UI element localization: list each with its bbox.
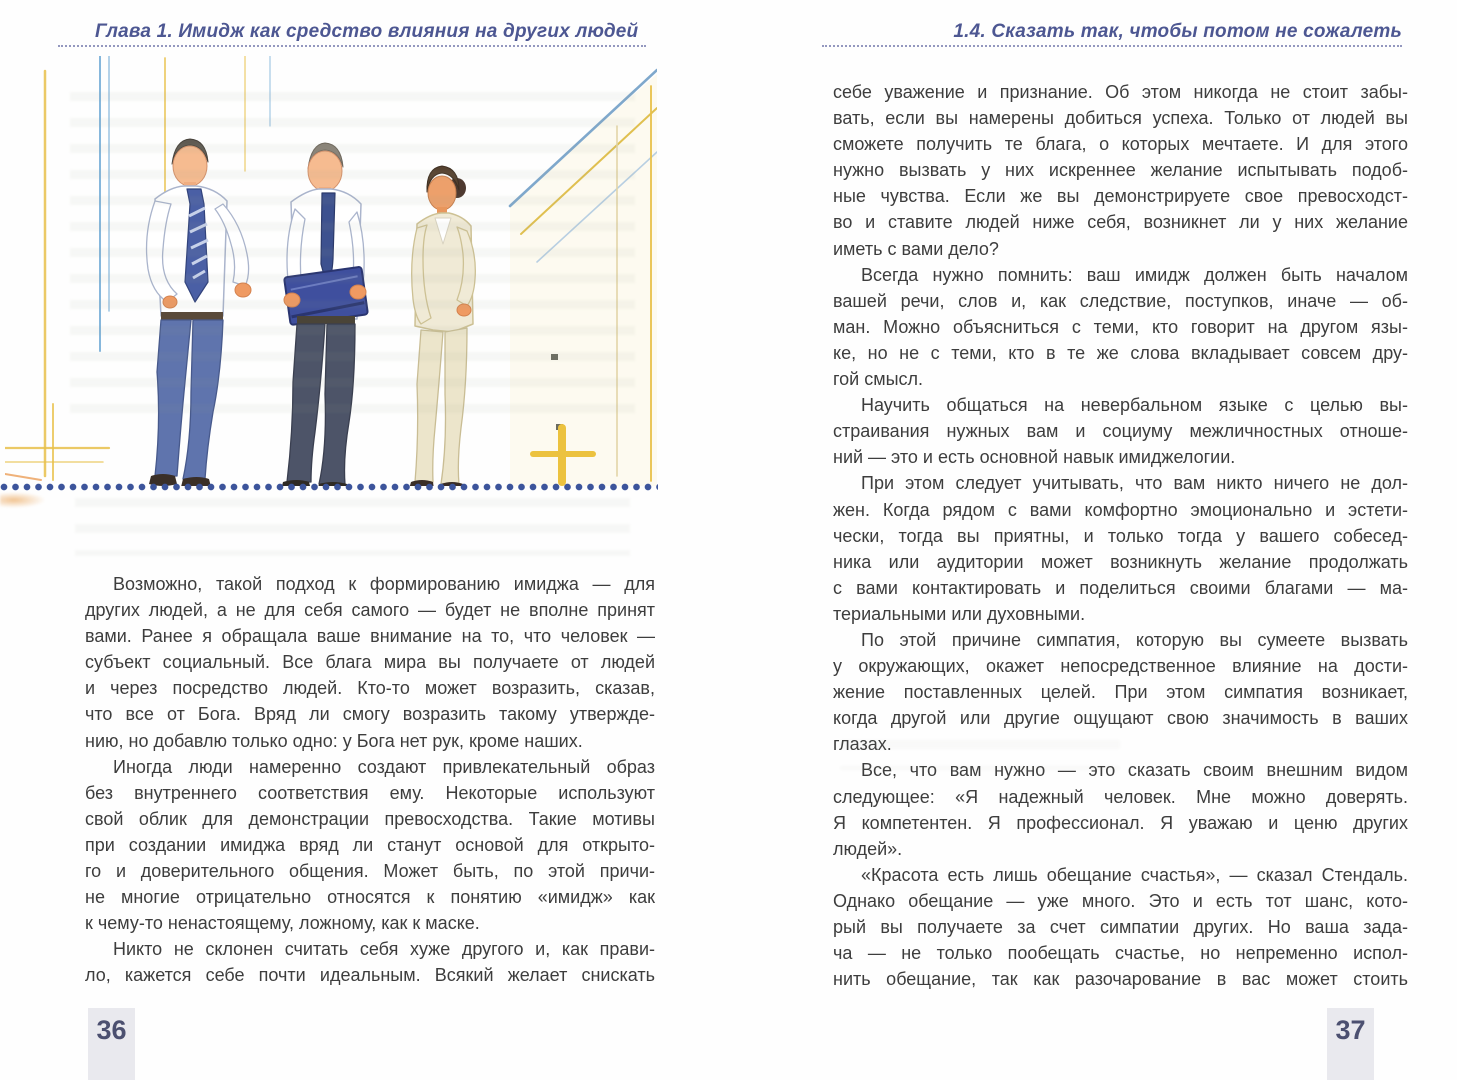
illustration-svg [5,56,657,486]
text-line: следующее: «Я надежный человек. Мне можно доверять. [833,786,1408,807]
text-line: нию, но добавлю только одно: у Бога нет рук, кроме наших. [85,730,583,751]
text-line: ний — это и есть основной навык имиджелогии. [833,447,1236,468]
text-line: субъект социальный. Все блага мира вы получаете от людей [85,652,655,673]
text-line: Однако обещание — уже много. Это и есть тот шанс, кото- [833,890,1408,911]
text-line: Всегда нужно помнить: ваш имидж должен быть началом [861,264,1408,285]
text-line: нужно вызвать у них искреннее желание испытывать подоб- [833,160,1408,181]
text-line: рый вы получаете за счет симпатии других. Но ваша зада- [833,917,1408,937]
text-line: гой смысл. [833,369,924,390]
text-line: при создании имиджа вряд ли станут основой для открыто- [85,834,655,855]
text-line: ные чувства. Если же вы демонстрируете свое превосходст- [833,186,1408,207]
illustration-three-colleagues [5,56,657,486]
text-line: страивания нужных вам и социуму межличностных отноше- [833,421,1408,442]
text-line: го и доверительного общения. Может быть, по этой причи- [85,861,655,882]
body-text-column [85,571,655,989]
text-line: Возможно, такой подход к формированию имиджа — для [113,574,655,594]
header-rule [58,45,646,47]
text-line: нить обещание, так как разочарование в вас может стоить [833,969,1408,990]
text-line: Я компетентен. Я профессионал. Я уважаю и ценю других [833,812,1408,833]
text-line: что все от Бога. Вряд ли смогу возразить такому утвержде- [85,704,655,725]
text-line: сможете получить те блага, о которых мечтаете. И для этого [833,134,1408,155]
text-line: ло, кажется себе почти идеальным. Всякий желает снискать [85,965,655,986]
text-line: По этой причине симпатия, которую вы сумеете вызвать [861,629,1408,650]
text-line: не многие отрицательно относятся к понятию «имидж» как [85,887,655,908]
text-line: ман. Можно объясниться с теми, кто говорит на другом язы- [833,316,1408,337]
text-line: других людей, а не для себя самого — будет не вполне принят [85,600,655,621]
text-line: без внутреннего соответствия ему. Некоторые используют [85,782,655,803]
chapter-header: Глава 1. Имидж как средство влияния на других людей [95,21,639,42]
header-rule [822,45,1402,47]
text-line: ча — не только пообещать счастье, но непременно испол- [833,943,1408,964]
orange-sketch-smudge [0,492,46,508]
text-line: Научить общаться на невербальном языке с целью вы- [861,395,1408,416]
page-number-badge: 37 [1327,1008,1374,1080]
page-number-badge: 36 [88,1008,135,1080]
text-line: ника или аудитории может возникнуть желание продолжать [833,551,1408,572]
dotted-separator [0,482,658,492]
text-line: Иногда люди намеренно создают привлекательный образ [113,756,655,777]
text-line: себе уважение и признание. Об этом никогда не стоит забы- [833,82,1408,102]
text-line: вами. Ранее я обращала ваше внимание на то, что человек — [85,626,655,647]
man-left-figure [147,139,251,486]
woman-figure [409,166,475,486]
text-line: «Красота есть лишь обещание счастья», — сказал Стендаль. [861,864,1408,885]
text-line: териальными или духовными. [833,603,1086,624]
text-line: людей». [833,838,903,859]
bleedthrough-text-ghost [75,498,630,556]
left-page [0,0,728,1080]
text-line: жен. Когда рядом с вами комфортно эмоционально и эстети- [833,499,1408,520]
text-line: чески, тогда вы приятны, и только тогда у вашего собесед- [833,525,1408,546]
right-page [728,0,1457,1080]
text-line: вашей речи, слов и, как следствие, поступков, иначе — об- [833,290,1408,311]
text-line: и через посредство людей. Кто-то может возразить, сказав, [85,678,655,699]
text-line: с вами контактировать и поделиться своими благами — ма- [833,577,1408,598]
text-line: свой облик для демонстрации превосходства. Такие мотивы [85,808,655,829]
text-line: глазах. [833,734,892,755]
text-line: когда другой или другие ощущают свою значимость в ваших [833,708,1408,729]
text-line: иметь с вами дело? [833,238,999,259]
man-center-figure [281,143,368,486]
text-line: во и ставите людей ниже себя, возникнет ли у них желание [833,212,1408,233]
text-line: жение поставленных целей. При этом симпатия возникает, [833,682,1408,703]
text-line: у окружающих, окажет непосредственное влияние на дости- [833,656,1408,677]
text-line: Никто не склонен считать себя хуже другого и, как прави- [113,939,655,960]
body-text-column [833,79,1408,992]
text-line: Все, что вам нужно — это сказать своим внешним видом [861,760,1408,781]
text-line: к чему-то ненастоящему, ложному, как к маске. [85,913,480,934]
text-line: вать, если вы намерены добиться успеха. Только от людей вы [833,108,1408,129]
section-header: 1.4. Сказать так, чтобы потом не сожалеть [953,21,1402,42]
text-line: При этом следует учитывать, что вам никто ничего не дол- [861,473,1408,494]
text-line: ке, но не с теми, кто в те же слова вкладывает совсем дру- [833,342,1408,363]
